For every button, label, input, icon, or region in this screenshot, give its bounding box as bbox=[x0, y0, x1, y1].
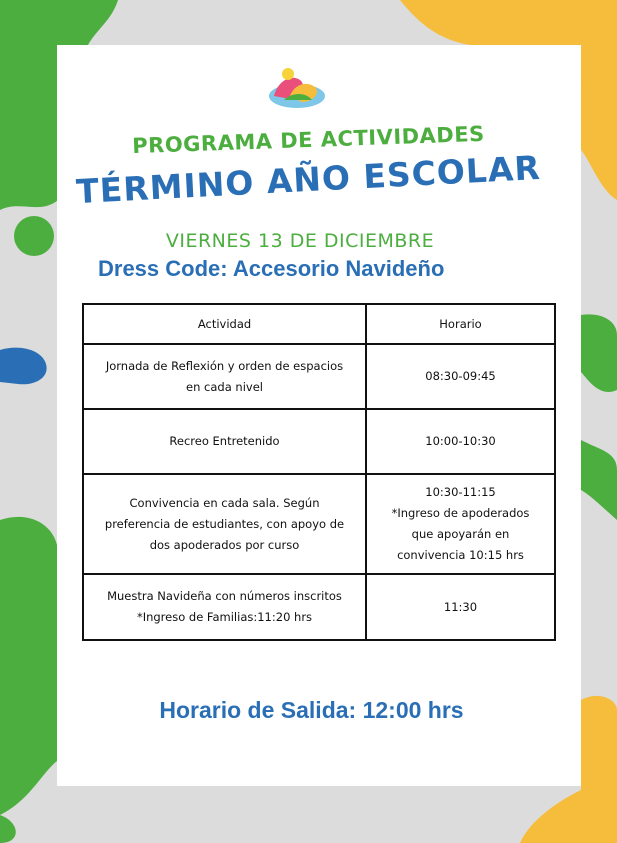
blue-splash-left bbox=[0, 348, 47, 385]
green-splash-bottom-left bbox=[0, 517, 58, 815]
dress-code: Dress Code: Accesorio Navideño bbox=[98, 256, 445, 281]
program-kicker: PROGRAMA DE ACTIVIDADES bbox=[131, 121, 486, 159]
activity-cell: Convivencia en cada sala. Según preferencia de estudiantes, con apoyo de dos apoderados por curso bbox=[83, 474, 366, 574]
event-date: VIERNES 13 DE DICIEMBRE bbox=[165, 230, 435, 252]
table-row bbox=[83, 574, 555, 640]
time-cell: 10:30-11:15 *Ingreso de apoderados que apoyarán en convivencia 10:15 hrs bbox=[366, 474, 555, 574]
green-splash-right bbox=[581, 314, 617, 392]
activity-cell: Recreo Entretenido bbox=[83, 409, 366, 474]
column-header-time: Horario bbox=[366, 304, 555, 344]
schedule-table bbox=[82, 303, 556, 641]
table-header-row bbox=[83, 304, 555, 344]
table-row bbox=[83, 344, 555, 409]
column-header-activity: Actividad bbox=[83, 304, 366, 344]
table-row bbox=[83, 474, 555, 574]
time-cell: 08:30-09:45 bbox=[366, 344, 555, 409]
activity-cell: Jornada de Reflexión y orden de espacios en cada nivel bbox=[83, 344, 366, 409]
page-title: TÉRMINO AÑO ESCOLAR bbox=[75, 147, 542, 212]
time-cell: 11:30 bbox=[366, 574, 555, 640]
school-logo-icon bbox=[266, 66, 328, 110]
table-row bbox=[83, 409, 555, 474]
exit-time: Horario de Salida: 12:00 hrs bbox=[159, 697, 464, 723]
activity-cell: Muestra Navideña con números inscritos *Ingreso de Familias:11:20 hrs bbox=[83, 574, 366, 640]
time-cell: 10:00-10:30 bbox=[366, 409, 555, 474]
